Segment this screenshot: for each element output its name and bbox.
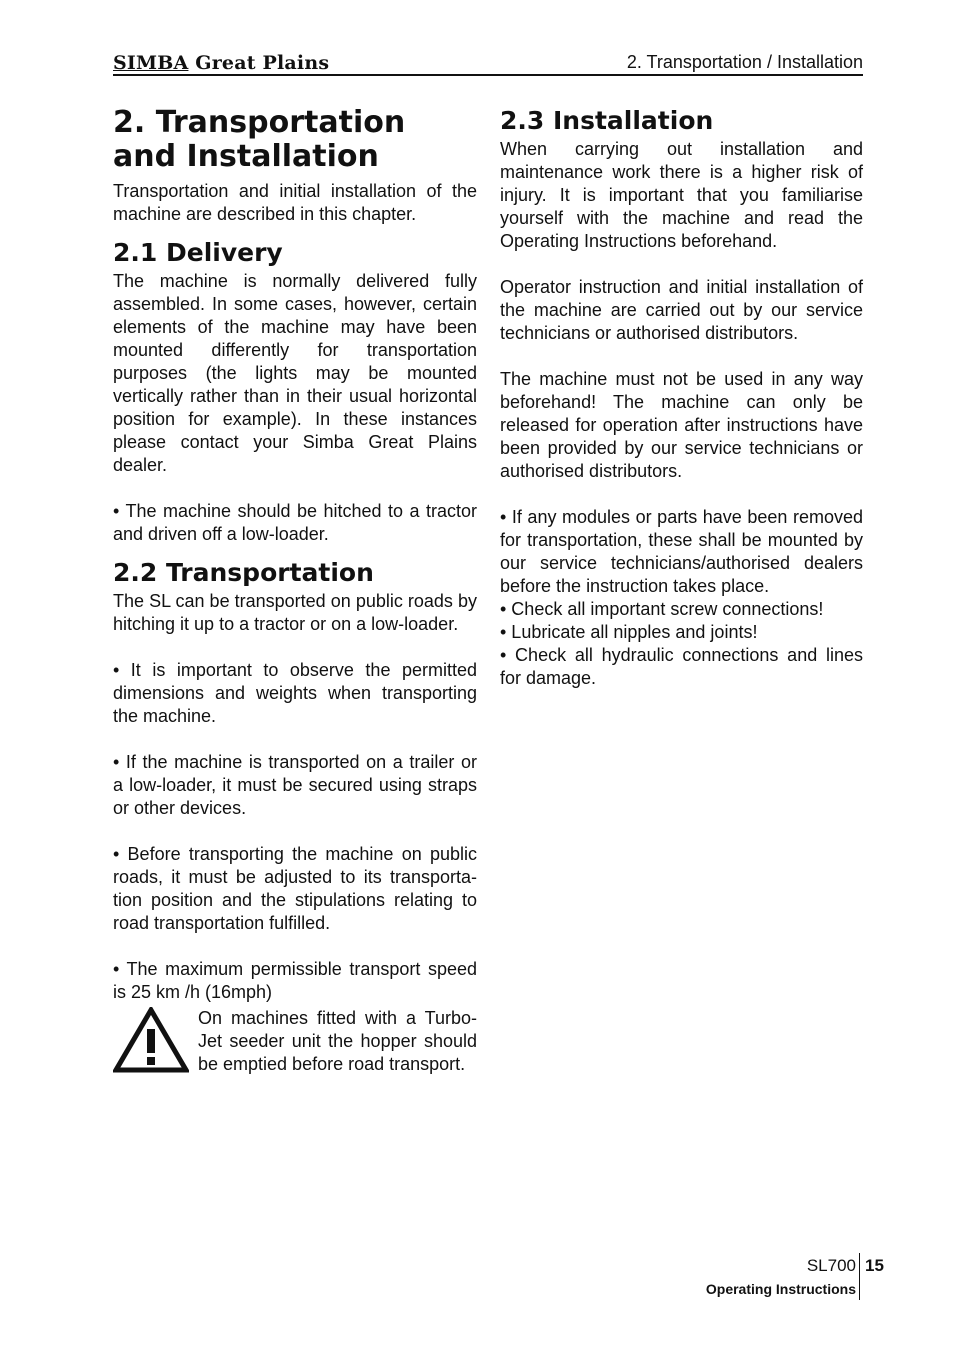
- transportation-bullet-public-roads: • Before transporting the machine on public roads, it must be adjusted to its transporta-tion position and the stipulations relating to road transportation fulfilled.: [113, 844, 477, 933]
- footer-subtitle: Operating Instructions: [705, 1281, 856, 1297]
- transportation-paragraph-1: The SL can be transported on public roads by hitching it up to a tractor or on a low-loader.: [113, 591, 477, 634]
- page-header: [113, 50, 863, 76]
- delivery-paragraph: The machine is normally delivered fully assembled. In some cases, however, certain elements of the machine may have been mounted differently for transportation purposes (the lights may be mounted vertically rather than in their usual horizontal position for example). In these instances please contact your Simba Great Plains dealer.: [113, 271, 477, 475]
- running-header: 2. Transportation / Installation: [626, 52, 863, 72]
- warning-note: [113, 1007, 477, 1081]
- footer-model: SL700: [806, 1256, 856, 1275]
- chapter-title: 2. Transportation and Installation: [113, 105, 406, 174]
- brand-logo: [113, 52, 329, 74]
- left-column: [113, 106, 477, 1081]
- right-column: [500, 106, 863, 690]
- installation-paragraph-3: The machine must not be used in any way beforehand! The machine can only be released for operation after instructions have been provided by our service technicians or authorised distributors.: [500, 369, 863, 481]
- transportation-heading: 2.2 Transportation: [113, 558, 374, 587]
- footer-divider: [859, 1253, 860, 1300]
- installation-paragraph-1: When carrying out installation and maintenance work there is a higher risk of injury. It is important that you familiarise yourself with the machine and read the Operating Instructions beforehand.: [500, 139, 863, 251]
- page-number: 15: [865, 1256, 884, 1275]
- brand-simba: SIMBA: [113, 52, 189, 74]
- installation-bullet-screws: • Check all important screw connections!: [500, 599, 824, 619]
- installation-heading: 2.3 Installation: [500, 106, 714, 135]
- transportation-bullet-secure: • If the machine is transported on a trailer or a low-loader, it must be secured using straps or other devices.: [113, 752, 477, 818]
- installation-paragraph-2: Operator instruction and initial installation of the machine are carried out by our service technicians or authorised distributors.: [500, 277, 863, 343]
- delivery-bullet: • The machine should be hitched to a tractor and driven off a low-loader.: [113, 501, 477, 544]
- transportation-bullet-speed: • The maximum permissible transport speed is 25 km /h (16mph): [113, 959, 477, 1002]
- warning-text: On machines fitted with a Turbo-Jet seeder unit the hopper should be emptied before road transport.: [198, 1008, 477, 1074]
- warning-triangle-icon: [113, 1007, 189, 1073]
- installation-bullet-modules: • If any modules or parts have been removed for transportation, these shall be mounted by our service technicians/authorised dealers before the instruction takes place.: [500, 507, 863, 596]
- transportation-bullet-dimensions: • It is important to observe the permitted dimensions and weights when transporting the machine.: [113, 660, 477, 726]
- brand-great-plains: Great Plains: [195, 52, 330, 74]
- chapter-intro: Transportation and initial installation of the machine are described in this chapter.: [113, 181, 477, 224]
- delivery-heading: 2.1 Delivery: [113, 238, 283, 267]
- installation-bullet-lubricate: • Lubricate all nipples and joints!: [500, 622, 758, 642]
- installation-bullet-hydraulics: • Check all hydraulic connections and lines for damage.: [500, 645, 863, 688]
